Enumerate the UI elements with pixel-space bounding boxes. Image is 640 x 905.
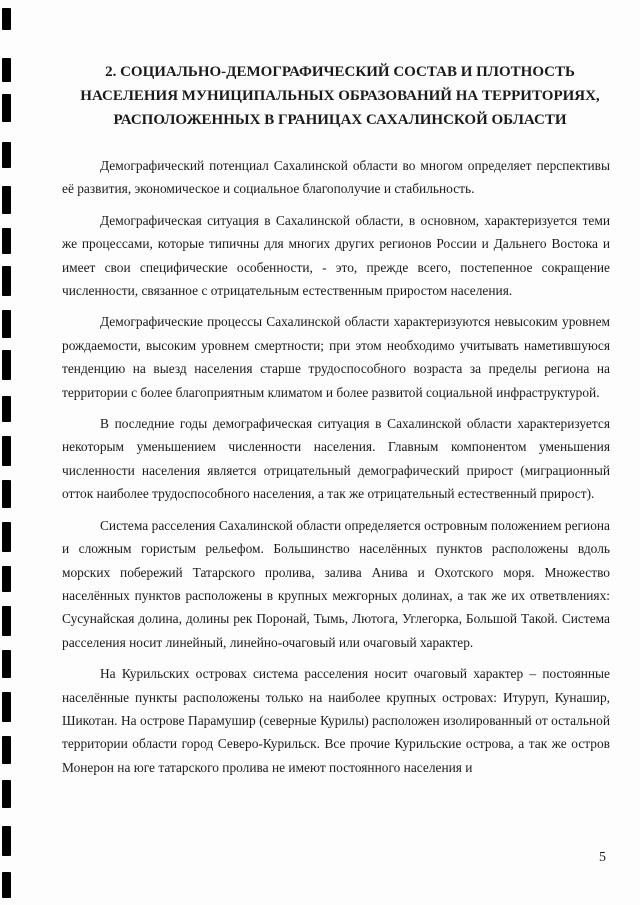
binding-mark [2,436,11,466]
binding-mark [2,780,11,808]
binding-mark [2,606,11,636]
binding-mark [2,396,11,422]
body-text [62,154,610,787]
paragraph: Демографический потенциал Сахалинской области во многом определяет перспективы её развития, экономическое и социальное благополучие и стабильность. [62,158,610,197]
binding-mark [2,8,11,30]
heading-line-3: РАСПОЛОЖЕННЫХ В ГРАНИЦАХ САХАЛИНСКОЙ ОБЛАСТИ [113,112,567,128]
page-number: 5 [599,850,606,865]
binding-mark [2,266,11,296]
binding-mark [2,228,11,254]
binding-mark [2,650,11,678]
binding-mark [2,522,11,552]
binding-mark [2,872,11,898]
binding-mark [2,692,11,722]
binding-mark [2,736,11,764]
binding-mark [2,142,11,168]
paragraph: В последние годы демографическая ситуация в Сахалинской области характеризуется некоторым уменьшением численности населения. Главным компонентом уменьшения численности населения является отрицательный демографический прирост (миграционный отток наиболее трудоспособного населения, а так же отрицательный естественный прирост). [62,416,610,502]
binding-mark [2,566,11,592]
paragraph: Демографическая ситуация в Сахалинской области, в основном, характеризуется теми же процессами, которые типичны для многих других регионов России и Дальнего Востока и имеет свои специфические особенности, - это, прежде всего, постепенное сокращение численности, связанное с отрицательным естественным приростом населения. [62,212,610,299]
binding-mark [2,350,11,380]
section-heading [60,60,620,132]
binding-mark [2,94,11,122]
paragraph: На Курильских островах система расселения носит очаговый характер – постоянные населённые пункты расположены только на наиболее крупных островах: Итуруп, Кунашир, Шикотан. На острове Парамушир (северные Курилы) расположен изолированный от остальной территории области город Северо-Курильск. Все прочие Курильские острова, а так же остров Монерон на юге татарского пролива не имеют постоянного населения и [62,666,610,775]
binding-mark [2,310,11,338]
binding-mark [2,826,11,856]
binding-mark [2,480,11,508]
binding-marks [0,0,20,905]
heading-line-2: НАСЕЛЕНИЯ МУНИЦИПАЛЬНЫХ ОБРАЗОВАНИЙ НА ТЕРРИТОРИЯХ, [80,88,600,104]
binding-mark [2,186,11,214]
binding-mark [2,58,11,82]
heading-line-1: 2. СОЦИАЛЬНО-ДЕМОГРАФИЧЕСКИЙ СОСТАВ И ПЛОТНОСТЬ [105,64,575,80]
paragraph: Демографические процессы Сахалинской области характеризуются невысоким уровнем рождаемости, высоким уровнем смертности; при этом необходимо учитывать наметившуюся тенденцию на выезд населения старше трудоспособного возраста за пределы региона на территории с более благоприятным климатом и более развитой социальной инфраструктурой. [62,314,610,400]
paragraph: Система расселения Сахалинской области определяется островным положением региона и сложным гористым рельефом. Большинство населённых пунктов расположены вдоль морских побережий Татарского пролива, залива Анива и Охотского моря. Множество населённых пунктов расположены в крупных межгорных долинах, а так же их ответвлениях: Сусунайская долина, долины рек Поронай, Тымь, Лютога, Углегорка, Большой Такой. Система расселения носит линейный, линейно-очаговый или очаговый характер. [62,517,610,650]
